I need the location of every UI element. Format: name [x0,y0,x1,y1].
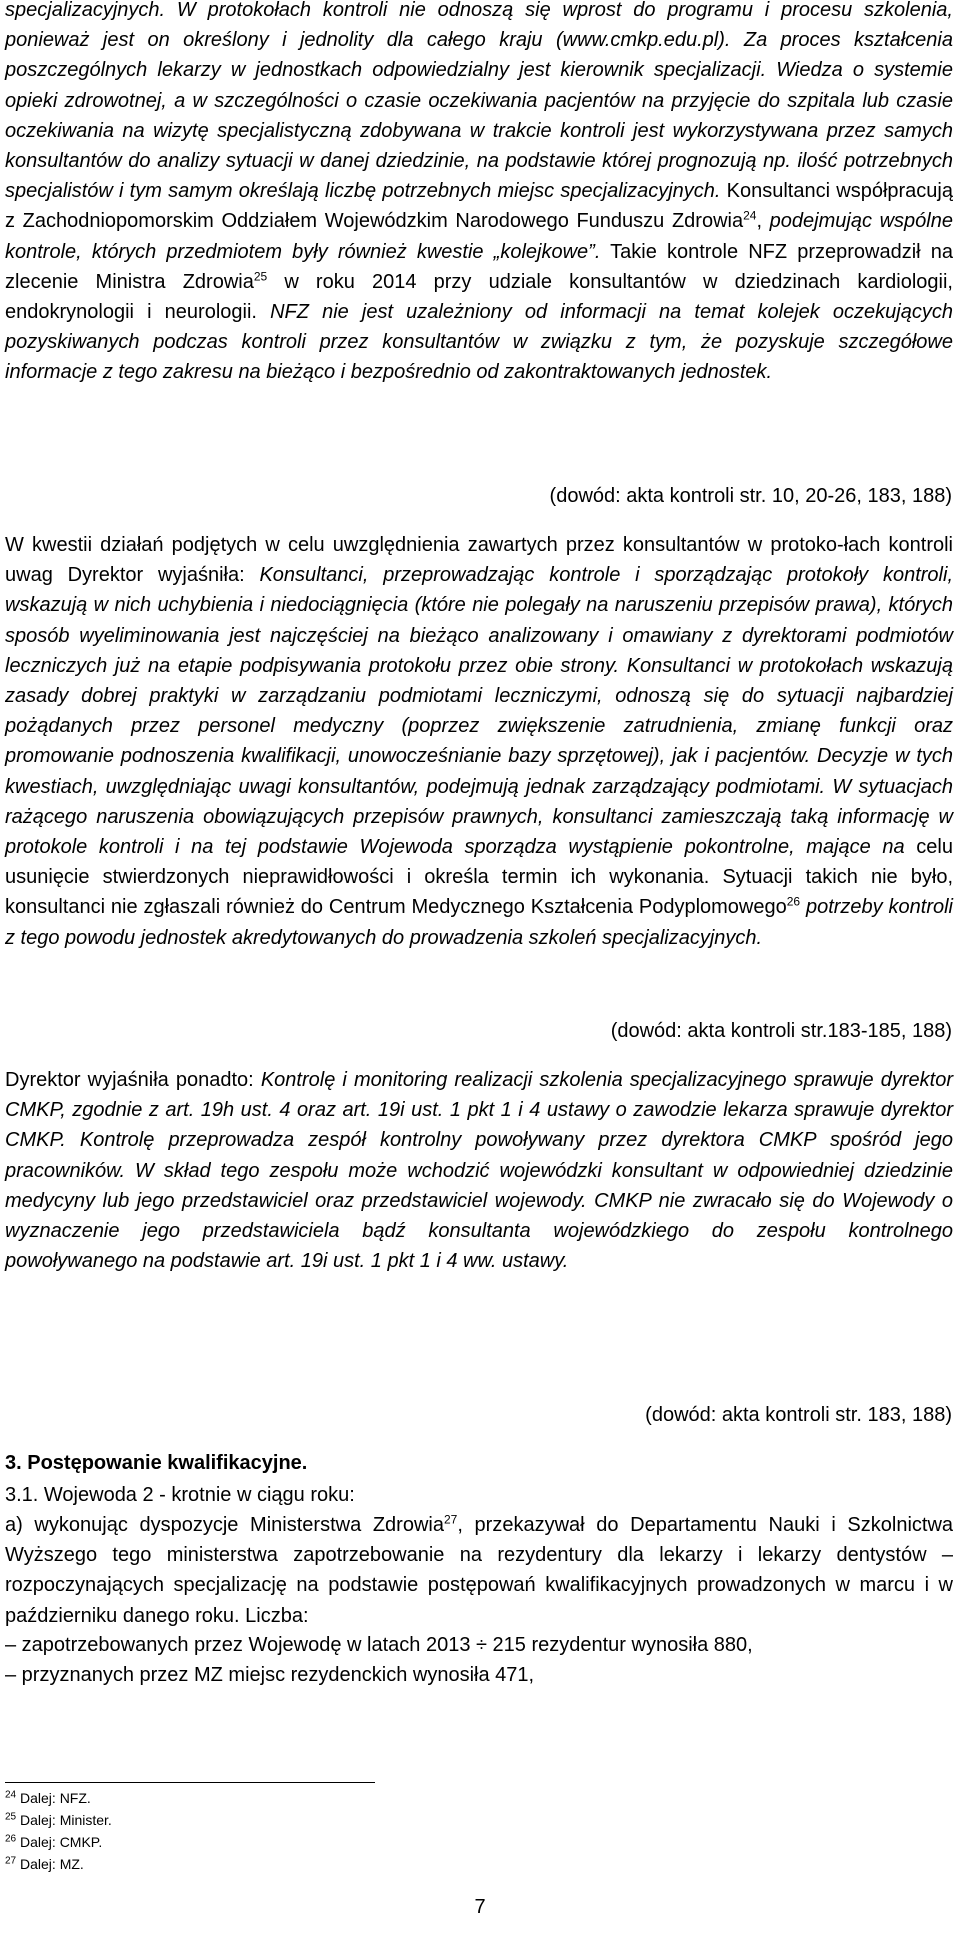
paragraph-director-explanation [5,530,953,953]
paragraph-residency-demand [5,1510,953,1631]
evidence-reference-2: (dowód: akta kontroli str.183-185, 188) [610,1020,952,1042]
evidence-reference-1: (dowód: akta kontroli str. 10, 20-26, 183, 188) [549,485,952,507]
footnote: $^{24}$ Dalej: NFZ. [5,1789,91,1806]
paragraph-consultants [5,0,953,388]
evidence-reference-3: (dowód: akta kontroli str. 183, 188) [645,1404,952,1426]
page-number: 7 [474,1896,486,1918]
text-run: w roku 2014 przy udziale konsultantów w dziedzinach kardiologii, endokrynologii i neurologii. [5,270,953,324]
text-run: NFZ nie jest uzależniony od informacji na temat kolejek oczekujących pozyskiwanych podczas kontroli przez konsultantów w związku z tym, że pozyskuje szczegółowe informacje z tego zakresu na bieżąco i bezpośrednio od zakontraktowanych jednostek. [5,301,953,384]
text-run: specjalizacyjnych. W protokołach kontroli nie odnoszą się wprost do programu i procesu szkolenia, ponieważ jest on określony i jednolity dla całego kraju (www.cmkp.edu.pl). Za proces kształcenia poszczególnych lekarzy w jednostkach odpowiedzialny jest kierownik specjalizacji. Wiedza o systemie opieki zdrowotnej, a w szczególności o czasie oczekiwania pacjentów na przyjęcie do szpitala lub czasie oczekiwania na wizytę specjalistyczną zdobywana w trakcie kontroli jest wykorzystywana przez samych konsultantów do analizy sytuacji w danej dziedzinie, na podstawie której prognozują np. ilość potrzebnych specjalistów i tym samym określają liczbę potrzebnych miejsc specjalizacyjnych. [5,0,953,203]
footnote-ref: 24 [743,208,757,223]
text-run: , [756,210,770,233]
text-run: potrzeby kontroli z tego powodu jednostek akredytowanych do prowadzenia szkoleń specjalizacyjnych. [5,896,953,949]
footnote-separator [5,1782,375,1783]
footnote: $^{27}$ Dalej: MZ. [5,1855,84,1872]
text-run: , przekazywał do Departamentu Nauki i Szkolnictwa Wyższego tego ministerstwa zapotrzebowanie na rezydentury dla lekarzy i lekarzy dentystów – rozpoczynających specjalizację na podstawie postępowań kwalifikacyjnych prowadzonych w marcu i w październiku danego roku. Liczba: [5,1514,954,1627]
text-run: Konsultanci, przeprowadzając kontrole i sporządzając protokoły kontroli, wskazują w nich uchybienia i niedociągnięcia (które nie polegały na naruszeniu przepisów prawa), których sposób wyeliminowania jest najczęściej na bieżąco analizowany i omawiany z dyrektorami podmiotów leczniczych już na etapie podpisywania protokołu przez obie strony. Konsultanci w protokołach wskazują zasady dobrej praktyki w zarządzaniu podmiotami leczniczymi, odnoszą się do sytuacji najbardziej pożądanych przez personel medyczny (poprzez zwiększenie zatrudnienia, zmianę funkcji oraz promowanie podnoszenia kwalifikacji, unowocześnianie bazy sprzętowej), jak i pacjentów. Decyzje w tych kwestiach, uwzględniając uwagi konsultantów, podejmują jednak zarządzający podmiotami. W sytuacjach rażącego naruszenia obowiązujących przepisów prawnych, konsultanci zamieszczają taką informację w protokole kontroli i na tej podstawie Wojewoda sporządza wystąpienie pokontrolne, mające na [5,564,954,859]
paragraph-director-further [5,1065,953,1276]
footnote-ref: 25 [253,269,268,284]
footnote-ref: 26 [786,894,801,909]
text-run: podejmując wspólne kontrole, których przedmiotem były również kwestie „kolejkowe”. [5,210,953,263]
text-run: Dyrektor wyjaśniła ponadto: [5,1069,261,1091]
text-run: Kontrolę i monitoring realizacji szkolenia specjalizacyjnego sprawuje dyrektor CMKP, zgodnie z art. 19h ust. 4 oraz art. 19i ust. 1 pkt 1 i 4 ustawy o zawodzie lekarza sprawuje dyrektor CMKP. Kontrolę przeprowadza zespół kontrolny powoływany przez dyrektora CMKP spośród jego pracowników. W skład tego zespołu może wchodzić wojewódzki konsultant w odpowiedniej dziedzinie medycyny lub jego przedstawiciel oraz przedstawiciel wojewody. CMKP nie zwracało się do Wojewody o wyznaczenie jego przedstawiciela bądź konsultanta wojewódzkiego do zespołu kontrolnego powoływanego na podstawie art. 19i ust. 1 pkt 1 i 4 ww. ustawy. [5,1069,954,1273]
text-run: a) wykonując dyspozycje Ministerstwa Zdrowia [5,1514,444,1536]
list-item: – przyznanych przez MZ miejsc rezydenckich wynosiła 471, [5,1664,535,1686]
text-run: celu usunięcie stwierdzonych nieprawidłowości i określa termin ich wykonania. Sytuacji takich nie było, konsultanci nie zgłaszali również do Centrum Medycznego Kształcenia Podyplomowego [5,836,953,919]
footnote: $^{26}$ Dalej: CMKP. [5,1833,103,1850]
subsection-title: 3.1. Wojewoda 2 - krotnie w ciągu roku: [5,1484,355,1506]
footnote: $^{25}$ Dalej: Minister. [5,1811,112,1828]
section-heading: 3. Postępowanie kwalifikacyjne. [5,1452,308,1474]
text-run: W kwestii działań podjętych w celu uwzględnienia zawartych przez konsultantów w protoko-łach kontroli uwag Dyrektor wyjaśniła: [5,534,953,587]
text-run: Konsultanci współpracują z Zachodniopomorskim Oddziałem Wojewódzkim Narodowego Funduszu Zdrowia [5,180,953,233]
footnote-ref: 27 [443,1512,458,1527]
text-run: Takie kontrole NFZ przeprowadził na zlecenie Ministra Zdrowia [5,240,953,293]
list-item: – zapotrzebowanych przez Wojewodę w latach 2013 ÷ 215 rezydentur wynosiła 880, [5,1634,753,1656]
